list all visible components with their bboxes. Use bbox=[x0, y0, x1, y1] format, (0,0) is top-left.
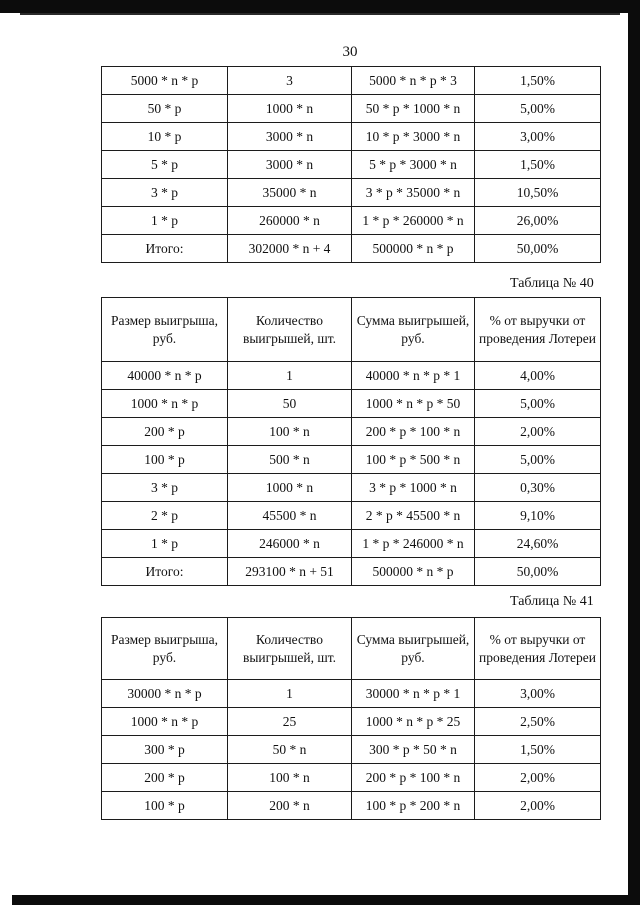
total-row bbox=[102, 558, 601, 586]
prize-count-cell: 260000 * n bbox=[228, 207, 352, 235]
revenue-percent-cell: 24,60% bbox=[475, 530, 601, 558]
revenue-percent-cell: 1,50% bbox=[475, 151, 601, 179]
prize-size-cell: 1000 * n * p bbox=[102, 708, 228, 736]
table-row bbox=[102, 502, 601, 530]
table-row bbox=[102, 362, 601, 390]
prize-sum-cell: 5 * p * 3000 * n bbox=[352, 151, 475, 179]
table-body bbox=[102, 362, 601, 586]
prize-count-cell: 302000 * n + 4 bbox=[228, 235, 352, 263]
prize-sum-cell: 1000 * n * p * 25 bbox=[352, 708, 475, 736]
prize-size-cell: 3 * p bbox=[102, 474, 228, 502]
table-row bbox=[102, 530, 601, 558]
table-row bbox=[102, 179, 601, 207]
table-row bbox=[102, 390, 601, 418]
prize-count-cell: 50 * n bbox=[228, 736, 352, 764]
prize-size-cell: 100 * p bbox=[102, 446, 228, 474]
prize-sum-cell: 2 * p * 45500 * n bbox=[352, 502, 475, 530]
table-41-caption: Таблица № 41 bbox=[510, 594, 594, 609]
prize-size-cell: 3 * p bbox=[102, 179, 228, 207]
revenue-percent-cell: 3,00% bbox=[475, 123, 601, 151]
prize-size-cell: Итого: bbox=[102, 235, 228, 263]
prize-size-cell: 30000 * n * p bbox=[102, 680, 228, 708]
prize-count-cell: 1000 * n bbox=[228, 95, 352, 123]
revenue-percent-cell: 2,50% bbox=[475, 708, 601, 736]
prize-count-cell: 100 * n bbox=[228, 418, 352, 446]
prize-sum-cell: 100 * p * 500 * n bbox=[352, 446, 475, 474]
prize-size-cell: Итого: bbox=[102, 558, 228, 586]
prize-count-cell: 3 bbox=[228, 67, 352, 95]
prize-count-cell: 500 * n bbox=[228, 446, 352, 474]
table-row bbox=[102, 418, 601, 446]
prize-count-cell: 35000 * n bbox=[228, 179, 352, 207]
table-row bbox=[102, 446, 601, 474]
prize-size-cell: 1000 * n * p bbox=[102, 390, 228, 418]
revenue-percent-cell: 0,30% bbox=[475, 474, 601, 502]
table-row bbox=[102, 207, 601, 235]
table-row bbox=[102, 474, 601, 502]
table-row bbox=[102, 736, 601, 764]
prize-sum-cell: 100 * p * 200 * n bbox=[352, 792, 475, 820]
scan-border-top-rule bbox=[20, 13, 620, 15]
prize-count-cell: 50 bbox=[228, 390, 352, 418]
prize-count-cell: 45500 * n bbox=[228, 502, 352, 530]
table-body bbox=[102, 680, 601, 820]
revenue-percent-cell: 1,50% bbox=[475, 67, 601, 95]
scan-border-bottom bbox=[12, 895, 632, 905]
prize-size-cell: 5 * p bbox=[102, 151, 228, 179]
revenue-percent-cell: 50,00% bbox=[475, 235, 601, 263]
prize-size-cell: 300 * p bbox=[102, 736, 228, 764]
prize-table-40 bbox=[101, 297, 601, 586]
revenue-percent-cell: 2,00% bbox=[475, 764, 601, 792]
prize-count-cell: 1000 * n bbox=[228, 474, 352, 502]
revenue-percent-cell: 5,00% bbox=[475, 446, 601, 474]
table-body bbox=[102, 67, 601, 263]
prize-count-cell: 1 bbox=[228, 680, 352, 708]
revenue-percent-cell: 3,00% bbox=[475, 680, 601, 708]
prize-table-41 bbox=[101, 617, 601, 820]
scan-border-right bbox=[628, 0, 640, 905]
prize-size-cell: 1 * p bbox=[102, 207, 228, 235]
header-revenue-percent: % от выручки от проведения Лотереи bbox=[475, 618, 601, 680]
prize-sum-cell: 3 * p * 35000 * n bbox=[352, 179, 475, 207]
table-row bbox=[102, 95, 601, 123]
table-row bbox=[102, 67, 601, 95]
prize-count-cell: 246000 * n bbox=[228, 530, 352, 558]
revenue-percent-cell: 26,00% bbox=[475, 207, 601, 235]
prize-sum-cell: 300 * p * 50 * n bbox=[352, 736, 475, 764]
revenue-percent-cell: 2,00% bbox=[475, 418, 601, 446]
table-row bbox=[102, 680, 601, 708]
prize-count-cell: 1 bbox=[228, 362, 352, 390]
revenue-percent-cell: 1,50% bbox=[475, 736, 601, 764]
prize-sum-cell: 1 * p * 260000 * n bbox=[352, 207, 475, 235]
prize-sum-cell: 50 * p * 1000 * n bbox=[352, 95, 475, 123]
revenue-percent-cell: 9,10% bbox=[475, 502, 601, 530]
prize-sum-cell: 10 * p * 3000 * n bbox=[352, 123, 475, 151]
header-prize-count: Количество выигрышей, шт. bbox=[228, 298, 352, 362]
scan-border-top bbox=[0, 0, 640, 13]
header-prize-sum: Сумма выигрышей, руб. bbox=[352, 618, 475, 680]
prize-size-cell: 40000 * n * p bbox=[102, 362, 228, 390]
table-row bbox=[102, 123, 601, 151]
prize-sum-cell: 500000 * n * p bbox=[352, 235, 475, 263]
total-row bbox=[102, 235, 601, 263]
table-row bbox=[102, 764, 601, 792]
prize-sum-cell: 500000 * n * p bbox=[352, 558, 475, 586]
prize-size-cell: 1 * p bbox=[102, 530, 228, 558]
header-prize-size: Размер выигрыша, руб. bbox=[102, 298, 228, 362]
prize-count-cell: 293100 * n + 51 bbox=[228, 558, 352, 586]
header-row bbox=[102, 618, 601, 680]
revenue-percent-cell: 5,00% bbox=[475, 390, 601, 418]
revenue-percent-cell: 2,00% bbox=[475, 792, 601, 820]
header-row bbox=[102, 298, 601, 362]
prize-sum-cell: 1 * p * 246000 * n bbox=[352, 530, 475, 558]
prize-count-cell: 25 bbox=[228, 708, 352, 736]
page-number: 30 bbox=[342, 44, 358, 60]
prize-sum-cell: 3 * p * 1000 * n bbox=[352, 474, 475, 502]
prize-size-cell: 200 * p bbox=[102, 418, 228, 446]
header-prize-sum: Сумма выигрышей, руб. bbox=[352, 298, 475, 362]
revenue-percent-cell: 10,50% bbox=[475, 179, 601, 207]
header-prize-size: Размер выигрыша, руб. bbox=[102, 618, 228, 680]
prize-size-cell: 10 * p bbox=[102, 123, 228, 151]
prize-count-cell: 3000 * n bbox=[228, 123, 352, 151]
prize-count-cell: 3000 * n bbox=[228, 151, 352, 179]
table-40-caption: Таблица № 40 bbox=[510, 276, 594, 291]
prize-sum-cell: 30000 * n * p * 1 bbox=[352, 680, 475, 708]
header-revenue-percent: % от выручки от проведения Лотереи bbox=[475, 298, 601, 362]
prize-sum-cell: 200 * p * 100 * n bbox=[352, 418, 475, 446]
table-row bbox=[102, 708, 601, 736]
prize-size-cell: 50 * p bbox=[102, 95, 228, 123]
prize-count-cell: 200 * n bbox=[228, 792, 352, 820]
revenue-percent-cell: 4,00% bbox=[475, 362, 601, 390]
prize-count-cell: 100 * n bbox=[228, 764, 352, 792]
prize-size-cell: 5000 * n * p bbox=[102, 67, 228, 95]
prize-sum-cell: 1000 * n * p * 50 bbox=[352, 390, 475, 418]
prize-sum-cell: 5000 * n * p * 3 bbox=[352, 67, 475, 95]
prize-sum-cell: 40000 * n * p * 1 bbox=[352, 362, 475, 390]
header-prize-count: Количество выигрышей, шт. bbox=[228, 618, 352, 680]
prize-size-cell: 2 * p bbox=[102, 502, 228, 530]
prize-sum-cell: 200 * p * 100 * n bbox=[352, 764, 475, 792]
revenue-percent-cell: 50,00% bbox=[475, 558, 601, 586]
table-row bbox=[102, 151, 601, 179]
revenue-percent-cell: 5,00% bbox=[475, 95, 601, 123]
prize-size-cell: 200 * p bbox=[102, 764, 228, 792]
prize-size-cell: 100 * p bbox=[102, 792, 228, 820]
table-row bbox=[102, 792, 601, 820]
prize-table-continued bbox=[101, 66, 601, 263]
